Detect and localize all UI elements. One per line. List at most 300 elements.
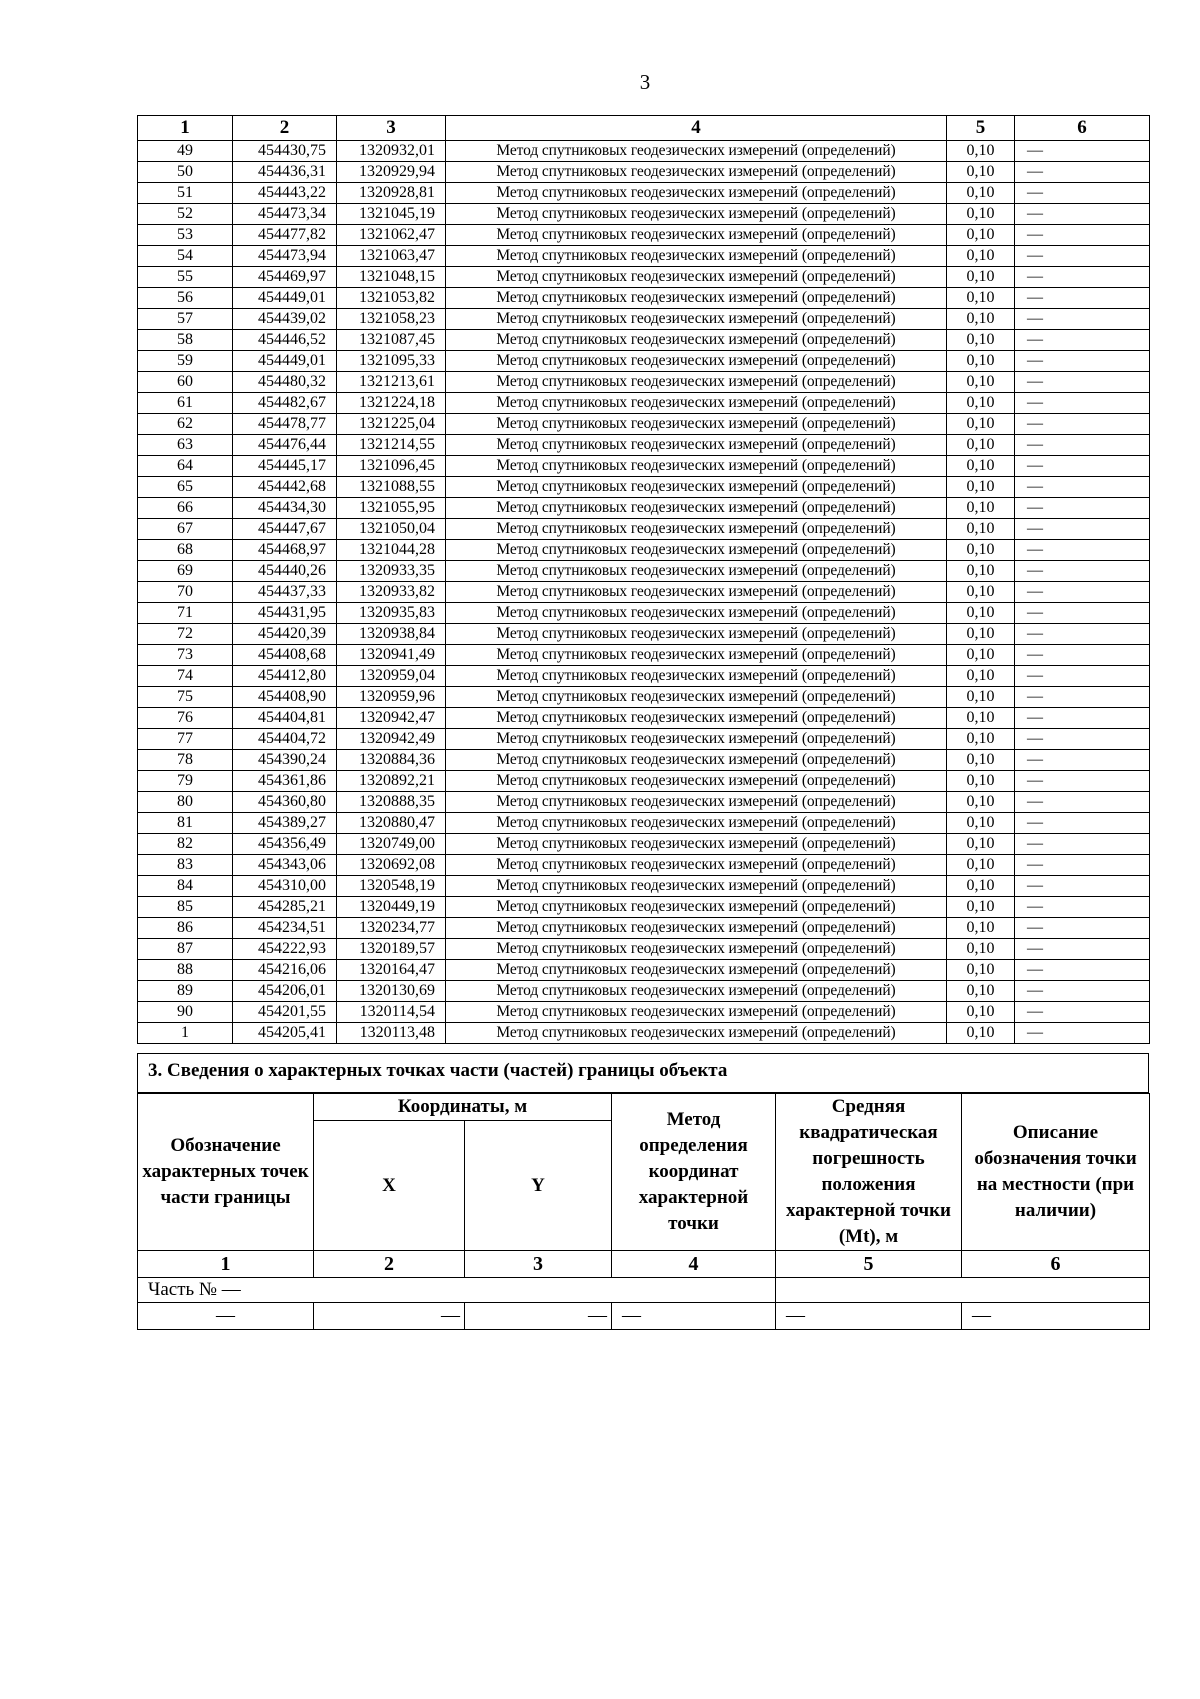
point-number-cell: 89 [138,981,233,1002]
x-coordinate-cell: 454477,82 [233,225,337,246]
x-coordinate-cell: 454356,49 [233,834,337,855]
point-number-cell: 72 [138,624,233,645]
col-header-5: 5 [947,116,1015,141]
point-number-cell: 80 [138,792,233,813]
y-coordinate-cell: 1321053,82 [337,288,446,309]
point-number-cell: 68 [138,540,233,561]
description-cell: — [1015,666,1150,687]
x-coordinate-cell: 454446,52 [233,330,337,351]
table-row [138,456,1150,477]
accuracy-cell: 0,10 [947,1023,1015,1044]
point-number-cell: 85 [138,897,233,918]
part-points-table [137,1093,1150,1330]
y-header: Y [465,1121,612,1251]
table-row [138,855,1150,876]
description-cell: — [1015,750,1150,771]
point-number-cell: 54 [138,246,233,267]
error-header: Средняя квадратическая погрешность положения характерной точки (Mt), м [776,1094,962,1251]
method-cell: Метод спутниковых геодезических измерений (определений) [446,960,947,981]
boundary-points-table [137,115,1150,1044]
y-coordinate-cell: 1320928,81 [337,183,446,204]
y-coordinate-cell: 1320130,69 [337,981,446,1002]
description-cell: — [1015,372,1150,393]
method-cell: Метод спутниковых геодезических измерений (определений) [446,918,947,939]
method-cell: Метод спутниковых геодезических измерений (определений) [446,897,947,918]
accuracy-cell: 0,10 [947,561,1015,582]
y-coordinate-cell: 1320749,00 [337,834,446,855]
accuracy-cell: 0,10 [947,645,1015,666]
point-number-cell: 1 [138,1023,233,1044]
method-cell: Метод спутниковых геодезических измерений (определений) [446,855,947,876]
x-coordinate-cell: 454408,90 [233,687,337,708]
y-coordinate-cell: 1320692,08 [337,855,446,876]
description-cell: — [1015,624,1150,645]
table-row [138,792,1150,813]
method-cell: Метод спутниковых геодезических измерений (определений) [446,477,947,498]
point-number-cell: 59 [138,351,233,372]
accuracy-cell: 0,10 [947,687,1015,708]
y-coordinate-cell: 1320449,19 [337,897,446,918]
description-cell: — [1015,561,1150,582]
description-cell: — [1015,687,1150,708]
accuracy-cell: 0,10 [947,897,1015,918]
y-coordinate-cell: 1320942,47 [337,708,446,729]
point-number-cell: 58 [138,330,233,351]
method-cell: Метод спутниковых геодезических измерений (определений) [446,645,947,666]
method-cell: Метод спутниковых геодезических измерений (определений) [446,225,947,246]
method-cell: Метод спутниковых геодезических измерений (определений) [446,939,947,960]
y-coordinate-cell: 1321055,95 [337,498,446,519]
method-cell: Метод спутниковых геодезических измерений (определений) [446,519,947,540]
table-row [138,141,1150,162]
accuracy-cell: 0,10 [947,939,1015,960]
page-number: 3 [639,70,651,94]
point-number-cell: 57 [138,309,233,330]
table-row [138,771,1150,792]
table-row [138,393,1150,414]
y-coordinate-cell: 1320935,83 [337,603,446,624]
x-coordinate-cell: 454222,93 [233,939,337,960]
empty-cell-2: — [314,1303,465,1330]
accuracy-cell: 0,10 [947,435,1015,456]
table-row [138,477,1150,498]
section-3-title: 3. Сведения о характерных точках части (частей) границы объекта [137,1053,1149,1093]
description-header: Описание обозначения точки на местности (при наличии) [962,1094,1150,1251]
method-cell: Метод спутниковых геодезических измерений (определений) [446,330,947,351]
accuracy-cell: 0,10 [947,1002,1015,1023]
method-cell: Метод спутниковых геодезических измерений (определений) [446,729,947,750]
x-coordinate-cell: 454361,86 [233,771,337,792]
x-coordinate-cell: 454476,44 [233,435,337,456]
description-cell: — [1015,204,1150,225]
accuracy-cell: 0,10 [947,519,1015,540]
description-cell: — [1015,918,1150,939]
description-cell: — [1015,1023,1150,1044]
x-coordinate-cell: 454234,51 [233,918,337,939]
point-number-cell: 74 [138,666,233,687]
method-cell: Метод спутниковых геодезических измерений (определений) [446,1023,947,1044]
point-number-cell: 64 [138,456,233,477]
y-coordinate-cell: 1320548,19 [337,876,446,897]
y-coordinate-cell: 1320884,36 [337,750,446,771]
point-number-cell: 75 [138,687,233,708]
accuracy-cell: 0,10 [947,813,1015,834]
y-coordinate-cell: 1321088,55 [337,477,446,498]
point-number-cell: 86 [138,918,233,939]
header-row-1 [138,1094,1150,1121]
y-coordinate-cell: 1321096,45 [337,456,446,477]
description-cell: — [1015,645,1150,666]
table-row [138,435,1150,456]
table-row [138,750,1150,771]
y-coordinate-cell: 1320942,49 [337,729,446,750]
empty-cell-3: — [465,1303,612,1330]
description-cell: — [1015,708,1150,729]
method-cell: Метод спутниковых геодезических измерений (определений) [446,435,947,456]
table-row [138,519,1150,540]
table-row [138,162,1150,183]
description-cell: — [1015,162,1150,183]
description-cell: — [1015,477,1150,498]
method-cell: Метод спутниковых геодезических измерений (определений) [446,246,947,267]
description-cell: — [1015,309,1150,330]
accuracy-cell: 0,10 [947,540,1015,561]
description-cell: — [1015,183,1150,204]
point-number-cell: 69 [138,561,233,582]
x-coordinate-cell: 454285,21 [233,897,337,918]
table-row [138,729,1150,750]
accuracy-cell: 0,10 [947,225,1015,246]
x-coordinate-cell: 454468,97 [233,540,337,561]
x-coordinate-cell: 454360,80 [233,792,337,813]
col-num-4: 4 [612,1251,776,1278]
accuracy-cell: 0,10 [947,309,1015,330]
y-coordinate-cell: 1320933,35 [337,561,446,582]
method-cell: Метод спутниковых геодезических измерений (определений) [446,603,947,624]
description-cell: — [1015,981,1150,1002]
accuracy-cell: 0,10 [947,267,1015,288]
table-body [138,141,1150,1044]
x-coordinate-cell: 454473,94 [233,246,337,267]
x-coordinate-cell: 454205,41 [233,1023,337,1044]
method-cell: Метод спутниковых геодезических измерений (определений) [446,561,947,582]
table-row [138,918,1150,939]
table-row [138,960,1150,981]
description-cell: — [1015,897,1150,918]
point-number-cell: 71 [138,603,233,624]
x-coordinate-cell: 454201,55 [233,1002,337,1023]
table-row [138,309,1150,330]
table-row [138,498,1150,519]
col-num-6: 6 [962,1251,1150,1278]
x-coordinate-cell: 454445,17 [233,456,337,477]
point-number-cell: 82 [138,834,233,855]
point-number-cell: 90 [138,1002,233,1023]
accuracy-cell: 0,10 [947,330,1015,351]
point-number-cell: 51 [138,183,233,204]
accuracy-cell: 0,10 [947,582,1015,603]
part-label: Часть № — [138,1278,776,1303]
designation-header: Обозначение характерных точек части границы [138,1094,314,1251]
table-row [138,645,1150,666]
accuracy-cell: 0,10 [947,708,1015,729]
table-row [138,876,1150,897]
accuracy-cell: 0,10 [947,246,1015,267]
x-coordinate-cell: 454469,97 [233,267,337,288]
x-coordinate-cell: 454447,67 [233,519,337,540]
y-coordinate-cell: 1320892,21 [337,771,446,792]
x-coordinate-cell: 454434,30 [233,498,337,519]
description-cell: — [1015,246,1150,267]
y-coordinate-cell: 1320114,54 [337,1002,446,1023]
x-coordinate-cell: 454440,26 [233,561,337,582]
point-number-cell: 66 [138,498,233,519]
point-number-cell: 77 [138,729,233,750]
table-row [138,414,1150,435]
x-coordinate-cell: 454482,67 [233,393,337,414]
method-cell: Метод спутниковых геодезических измерений (определений) [446,771,947,792]
description-cell: — [1015,813,1150,834]
point-number-cell: 49 [138,141,233,162]
y-coordinate-cell: 1321048,15 [337,267,446,288]
method-cell: Метод спутниковых геодезических измерений (определений) [446,708,947,729]
x-coordinate-cell: 454404,72 [233,729,337,750]
accuracy-cell: 0,10 [947,183,1015,204]
method-cell: Метод спутниковых геодезических измерений (определений) [446,981,947,1002]
table-header-row [138,116,1150,141]
point-number-cell: 87 [138,939,233,960]
method-header: Метод определения координат характерной точки [612,1094,776,1251]
table-row [138,981,1150,1002]
method-cell: Метод спутниковых геодезических измерений (определений) [446,792,947,813]
col-num-2: 2 [314,1251,465,1278]
x-coordinate-cell: 454404,81 [233,708,337,729]
col-header-2: 2 [233,116,337,141]
table-row [138,351,1150,372]
x-coordinate-cell: 454216,06 [233,960,337,981]
document-body [137,115,1149,1330]
accuracy-cell: 0,10 [947,498,1015,519]
description-cell: — [1015,876,1150,897]
x-coordinate-cell: 454412,80 [233,666,337,687]
x-coordinate-cell: 454439,02 [233,309,337,330]
x-coordinate-cell: 454478,77 [233,414,337,435]
accuracy-cell: 0,10 [947,855,1015,876]
method-cell: Метод спутниковых геодезических измерений (определений) [446,288,947,309]
y-coordinate-cell: 1320164,47 [337,960,446,981]
accuracy-cell: 0,10 [947,204,1015,225]
point-number-cell: 79 [138,771,233,792]
description-cell: — [1015,393,1150,414]
y-coordinate-cell: 1321050,04 [337,519,446,540]
col-num-3: 3 [465,1251,612,1278]
method-cell: Метод спутниковых геодезических измерений (определений) [446,624,947,645]
accuracy-cell: 0,10 [947,162,1015,183]
method-cell: Метод спутниковых геодезических измерений (определений) [446,687,947,708]
table-row [138,813,1150,834]
empty-cell-6: — [962,1303,1150,1330]
point-number-cell: 63 [138,435,233,456]
y-coordinate-cell: 1321045,19 [337,204,446,225]
description-cell: — [1015,1002,1150,1023]
x-coordinate-cell: 454310,00 [233,876,337,897]
table-row [138,204,1150,225]
description-cell: — [1015,330,1150,351]
accuracy-cell: 0,10 [947,729,1015,750]
y-coordinate-cell: 1320933,82 [337,582,446,603]
y-coordinate-cell: 1320113,48 [337,1023,446,1044]
point-number-cell: 62 [138,414,233,435]
empty-cell-5: — [776,1303,962,1330]
table-row [138,1002,1150,1023]
y-coordinate-cell: 1321063,47 [337,246,446,267]
accuracy-cell: 0,10 [947,876,1015,897]
x-coordinate-cell: 454442,68 [233,477,337,498]
x-coordinate-cell: 454408,68 [233,645,337,666]
method-cell: Метод спутниковых геодезических измерений (определений) [446,183,947,204]
point-number-cell: 52 [138,204,233,225]
point-number-cell: 65 [138,477,233,498]
part-row [138,1278,1150,1303]
table-row [138,666,1150,687]
x-coordinate-cell: 454473,34 [233,204,337,225]
method-cell: Метод спутниковых геодезических измерений (определений) [446,372,947,393]
y-coordinate-cell: 1321044,28 [337,540,446,561]
column-number-row [138,1251,1150,1278]
point-number-cell: 88 [138,960,233,981]
col-num-5: 5 [776,1251,962,1278]
accuracy-cell: 0,10 [947,477,1015,498]
point-number-cell: 56 [138,288,233,309]
y-coordinate-cell: 1320189,57 [337,939,446,960]
table-row [138,939,1150,960]
description-cell: — [1015,771,1150,792]
description-cell: — [1015,288,1150,309]
y-coordinate-cell: 1321214,55 [337,435,446,456]
col-header-3: 3 [337,116,446,141]
description-cell: — [1015,225,1150,246]
point-number-cell: 67 [138,519,233,540]
x-coordinate-cell: 454437,33 [233,582,337,603]
method-cell: Метод спутниковых геодезических измерений (определений) [446,351,947,372]
point-number-cell: 55 [138,267,233,288]
description-cell: — [1015,519,1150,540]
table-row [138,561,1150,582]
table-row [138,372,1150,393]
method-cell: Метод спутниковых геодезических измерений (определений) [446,414,947,435]
table-row [138,183,1150,204]
method-cell: Метод спутниковых геодезических измерений (определений) [446,267,947,288]
y-coordinate-cell: 1321213,61 [337,372,446,393]
x-coordinate-cell: 454449,01 [233,288,337,309]
point-number-cell: 73 [138,645,233,666]
y-coordinate-cell: 1320234,77 [337,918,446,939]
method-cell: Метод спутниковых геодезических измерений (определений) [446,834,947,855]
point-number-cell: 53 [138,225,233,246]
table-row [138,540,1150,561]
method-cell: Метод спутниковых геодезических измерений (определений) [446,204,947,225]
empty-cell-1: — [138,1303,314,1330]
description-cell: — [1015,855,1150,876]
description-cell: — [1015,498,1150,519]
y-coordinate-cell: 1320959,96 [337,687,446,708]
point-number-cell: 83 [138,855,233,876]
method-cell: Метод спутниковых геодезических измерений (определений) [446,393,947,414]
accuracy-cell: 0,10 [947,981,1015,1002]
accuracy-cell: 0,10 [947,141,1015,162]
point-number-cell: 50 [138,162,233,183]
table-row [138,624,1150,645]
x-coordinate-cell: 454431,95 [233,603,337,624]
method-cell: Метод спутниковых геодезических измерений (определений) [446,309,947,330]
accuracy-cell: 0,10 [947,372,1015,393]
y-coordinate-cell: 1320959,04 [337,666,446,687]
point-number-cell: 84 [138,876,233,897]
table-row [138,834,1150,855]
description-cell: — [1015,603,1150,624]
accuracy-cell: 0,10 [947,288,1015,309]
description-cell: — [1015,414,1150,435]
method-cell: Метод спутниковых геодезических измерений (определений) [446,141,947,162]
table-row [138,708,1150,729]
accuracy-cell: 0,10 [947,750,1015,771]
description-cell: — [1015,729,1150,750]
y-coordinate-cell: 1321225,04 [337,414,446,435]
y-coordinate-cell: 1320938,84 [337,624,446,645]
x-coordinate-cell: 454443,22 [233,183,337,204]
point-number-cell: 61 [138,393,233,414]
part-row-empty [776,1278,1150,1303]
point-number-cell: 70 [138,582,233,603]
description-cell: — [1015,582,1150,603]
table-row [138,330,1150,351]
description-cell: — [1015,267,1150,288]
accuracy-cell: 0,10 [947,918,1015,939]
x-coordinate-cell: 454343,06 [233,855,337,876]
x-coordinate-cell: 454420,39 [233,624,337,645]
x-coordinate-cell: 454430,75 [233,141,337,162]
x-coordinate-cell: 454480,32 [233,372,337,393]
description-cell: — [1015,141,1150,162]
description-cell: — [1015,960,1150,981]
empty-row [138,1303,1150,1330]
y-coordinate-cell: 1320888,35 [337,792,446,813]
method-cell: Метод спутниковых геодезических измерений (определений) [446,750,947,771]
accuracy-cell: 0,10 [947,834,1015,855]
y-coordinate-cell: 1321095,33 [337,351,446,372]
point-number-cell: 81 [138,813,233,834]
y-coordinate-cell: 1320929,94 [337,162,446,183]
x-coordinate-cell: 454449,01 [233,351,337,372]
accuracy-cell: 0,10 [947,666,1015,687]
table-row [138,246,1150,267]
method-cell: Метод спутниковых геодезических измерений (определений) [446,540,947,561]
description-cell: — [1015,792,1150,813]
y-coordinate-cell: 1321062,47 [337,225,446,246]
table-row [138,897,1150,918]
x-coordinate-cell: 454389,27 [233,813,337,834]
method-cell: Метод спутниковых геодезических измерений (определений) [446,666,947,687]
method-cell: Метод спутниковых геодезических измерений (определений) [446,1002,947,1023]
y-coordinate-cell: 1321224,18 [337,393,446,414]
accuracy-cell: 0,10 [947,960,1015,981]
empty-cell-4: — [612,1303,776,1330]
method-cell: Метод спутниковых геодезических измерений (определений) [446,162,947,183]
description-cell: — [1015,834,1150,855]
description-cell: — [1015,435,1150,456]
coordinates-header: Координаты, м [314,1094,612,1121]
table-row [138,225,1150,246]
